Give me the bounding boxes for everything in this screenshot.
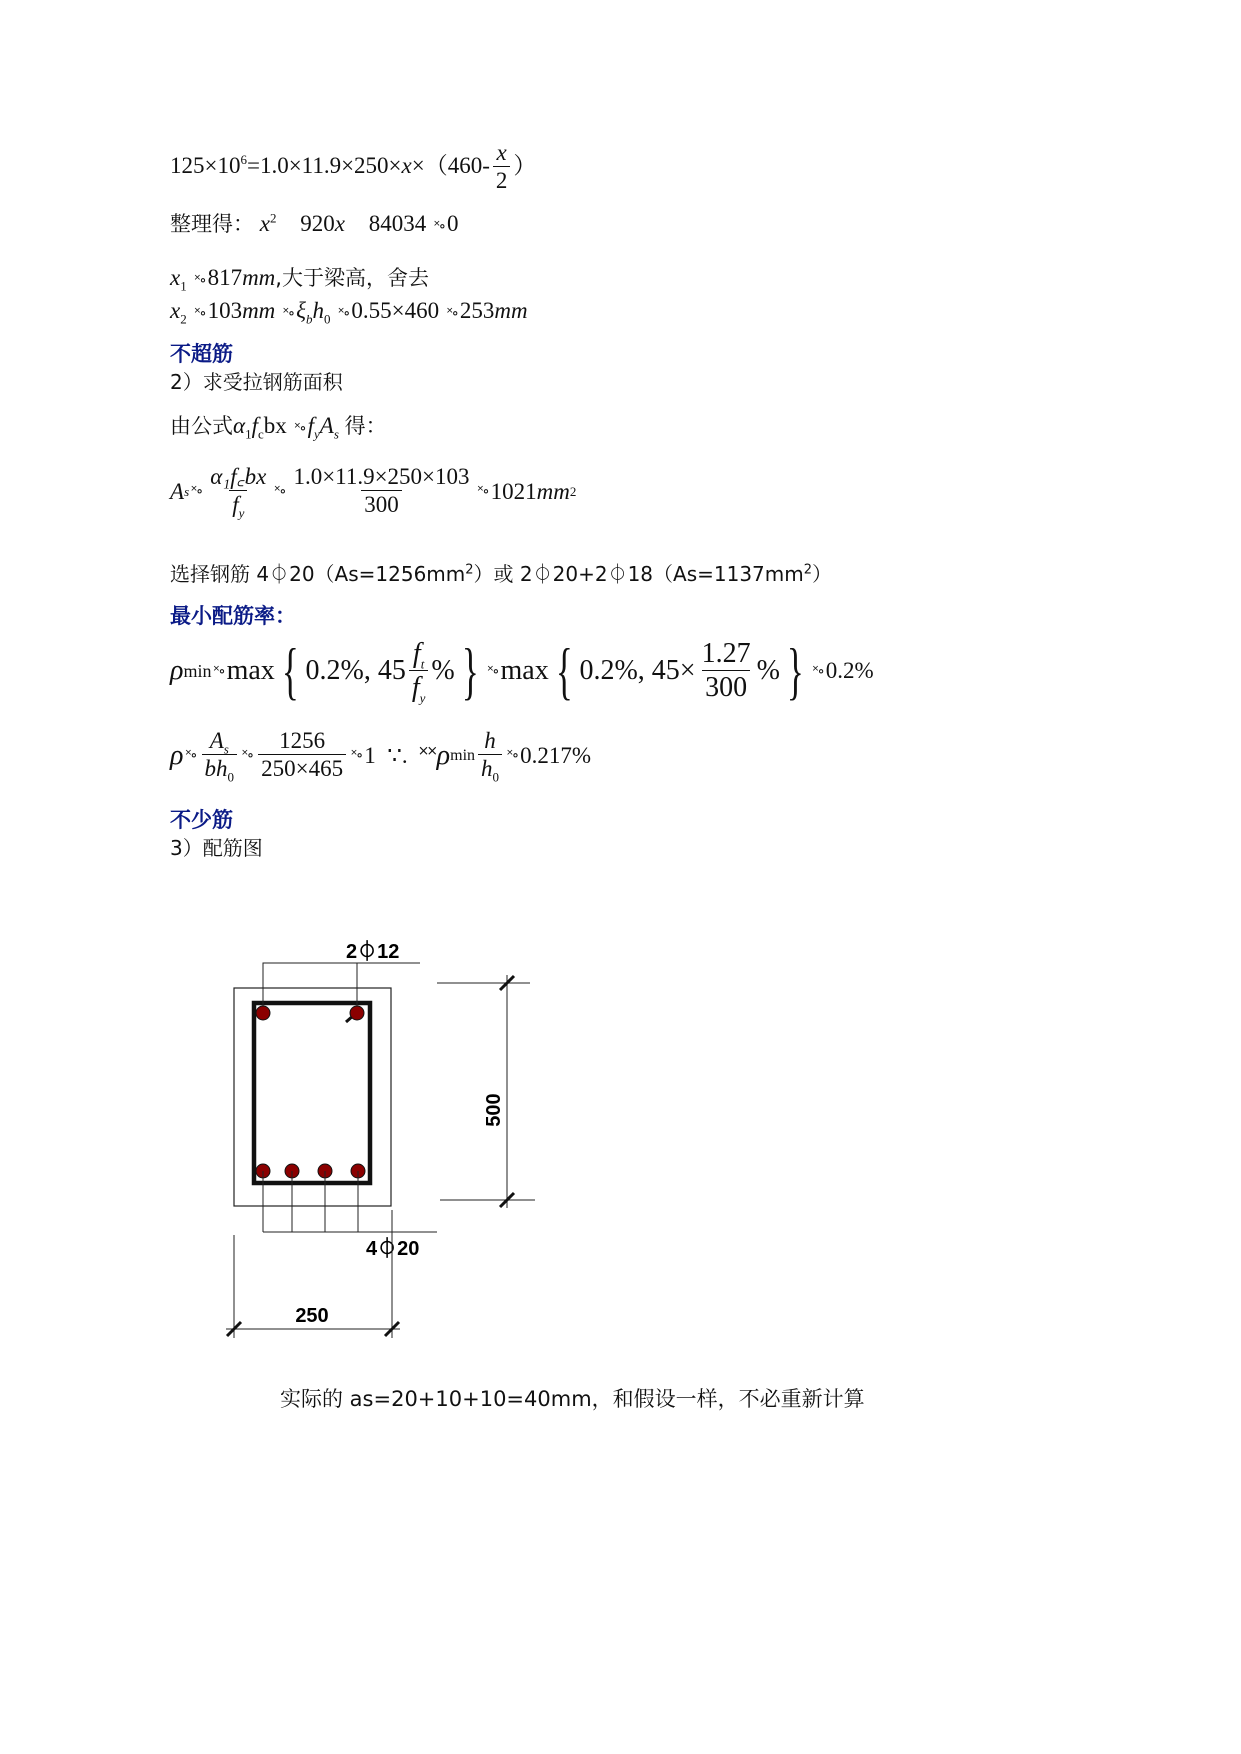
eq6-res: 1021 <box>490 478 537 504</box>
eq6-num2: 1.0×11.9×250×103 <box>293 464 470 489</box>
eq8-rho2: ρ <box>436 739 451 771</box>
eq7-pct: % <box>431 655 455 687</box>
choice-t3: ）或 2 <box>473 562 533 586</box>
conclusion-text: 实际的 as=20+10+10=40mm，和假设一样，不必重新计算 <box>280 1387 865 1411</box>
eq1-x: x <box>401 152 412 178</box>
eq4-xi: ξ <box>296 298 306 323</box>
left-brace-1: { <box>281 635 299 707</box>
heading-not-over-reinforced: 不超筋 <box>170 342 233 366</box>
eq1-frac-num: x <box>496 140 507 165</box>
eq5-fy-sub: y <box>313 426 320 442</box>
eq7-op3: ˟∘ <box>812 663 824 680</box>
eq5-suffix: 得： <box>344 414 387 438</box>
eq8-d3: h <box>481 756 493 782</box>
eq7-res: 0.2% <box>825 658 874 684</box>
eq7-fd-sub: y <box>419 690 426 706</box>
choice-t1: 选择钢筋 4 <box>170 562 270 586</box>
choice-t2: 20（As=1256mm <box>289 562 466 586</box>
eq2-exp: 2 <box>269 210 277 226</box>
eq4-sub: 2 <box>180 311 187 327</box>
eq4-op2: ˟∘ <box>283 306 295 322</box>
eq8-res: 0.217% <box>520 742 592 768</box>
eq8-d1: bh <box>204 756 228 782</box>
width-dimension-label: 250 <box>295 1305 329 1327</box>
eq7-op2: ˟∘ <box>487 663 499 680</box>
eq8-op3: ˟∘ <box>351 748 363 765</box>
eq4-h: h <box>312 298 324 323</box>
eq4-calc: 0.55×460 <box>351 298 440 323</box>
step-3-title: 3）配筋图 <box>170 836 263 860</box>
eq3-note: ,大于梁高，舍去 <box>275 266 429 290</box>
right-brace-2: } <box>786 635 804 707</box>
eq4-val: 103 <box>207 298 243 323</box>
eq6-num1: α₁f꜀bx <box>210 464 267 489</box>
choice-exp2: 2 <box>803 562 813 578</box>
eq8-n1: A <box>209 728 224 753</box>
top-bar-label: 2⏀12 <box>346 941 400 963</box>
eq7-d2: 300 <box>702 670 750 705</box>
eq5-fy: f <box>307 413 314 438</box>
eq5-As: A <box>319 413 334 438</box>
rebar-grade-symbol-2: ⏀ <box>532 562 553 586</box>
eq7-p2: 0.2%, 45× <box>579 655 696 687</box>
eq3-unit: mm <box>242 265 276 290</box>
eq2-term2: 84034 <box>368 211 427 236</box>
equation-rho-check: ρ ˟∘ $\frac{A_s}{bh_0}$ ˟∘ $\frac{1256}{250\times 465}$ ˟∘ 1 ∵. ˟˟ ρ min $\frac{h}{h_0}$ ˟∘ 0.217% <box>170 728 592 786</box>
rebar-grade-symbol-3: ⏀ <box>607 562 628 586</box>
eq6-op3: ˟∘ <box>477 484 489 501</box>
eq8-d3-sub: 0 <box>492 770 500 786</box>
equation-steel-area: A s ˟∘ $\frac{\text{α₁f꜀bx}}{f_y}$ ˟∘ $\frac{1.0\times 11.9\times 250\times 103}{300}$ ˟∘ 1021 mm 2 <box>170 464 577 522</box>
eq4-unit: mm <box>242 298 276 323</box>
eq7-rho: ρ <box>170 655 184 687</box>
eq2-label: 整理得： <box>170 212 254 236</box>
eq2-x2: x <box>334 211 345 236</box>
step-2-title: 2）求受拉钢筋面积 <box>170 370 343 394</box>
choice-t4: 20+2 <box>552 562 608 586</box>
eq6-den2: 300 <box>361 490 402 519</box>
eq4-op1: ˟∘ <box>194 306 206 322</box>
choice-t6: ） <box>812 562 833 586</box>
eq7-n2: 1.27 <box>701 638 751 669</box>
eq8-d1-sub: 0 <box>227 770 235 786</box>
left-brace-2: { <box>555 635 573 707</box>
eq6-As: A <box>170 478 185 504</box>
eq1-frac-den: 2 <box>493 166 511 195</box>
eq2-x: x <box>259 211 270 236</box>
eq1-mid: =1.0×11.9×250× <box>246 152 402 178</box>
eq4-op4: ˟∘ <box>446 306 458 322</box>
eq7-max2: max <box>500 655 549 687</box>
eq3-x: x <box>170 265 181 290</box>
eq8-op2: ˟∘ <box>242 748 254 765</box>
heading-not-under-reinforced: 不少筋 <box>170 808 233 832</box>
eq5-As-sub: s <box>333 426 339 442</box>
bottom-bar-label: 4⏀20 <box>366 1238 420 1260</box>
eq5-prefix: 由公式 <box>170 414 233 438</box>
eq2-term1: 920 <box>300 211 335 236</box>
eq1-lhs: 125×10 <box>170 152 241 178</box>
eq5-alpha: α <box>233 413 246 438</box>
eq5-op: ˟∘ <box>294 421 306 437</box>
eq6-unit: mm <box>536 478 570 504</box>
stirrup <box>254 1003 370 1183</box>
rebar-grade-symbol-1: ⏀ <box>269 562 290 586</box>
eq7-fn: f <box>412 638 421 669</box>
eq4-op3: ˟∘ <box>338 306 350 322</box>
eq4-h-sub: 0 <box>324 311 331 327</box>
eq1-close: ） <box>513 152 537 178</box>
eq7-fn-sub: t <box>420 656 425 672</box>
eq5-alpha-sub: 1 <box>245 426 252 442</box>
equation-rho-min: ρ min ˟∘ max { 0.2%, 45 $\frac{f_t}{f_y}$ % } ˟∘ max { 0.2%, 45× $\frac{1.27}{300}$ % } ˟∘ 0.2% <box>170 635 874 707</box>
right-brace-1: } <box>461 635 479 707</box>
eq1-exp: 6 <box>240 152 247 168</box>
eq7-pct2: % <box>756 655 780 687</box>
eq5-f: f <box>251 413 258 438</box>
eq3-sub: 1 <box>180 278 187 294</box>
eq4-res: 253 <box>459 298 495 323</box>
eq5-bx: bx <box>263 413 287 438</box>
eq4-unit2: mm <box>494 298 528 323</box>
eq8-op4: ˟∘ <box>507 748 519 765</box>
eq7-op1: ˟∘ <box>213 663 225 680</box>
eq6-den1-sub: y <box>238 506 245 522</box>
eq7-p1: 0.2%, 45 <box>305 655 406 687</box>
eq2-term3: 0 <box>447 211 459 236</box>
eq6-op1: ˟∘ <box>191 484 203 501</box>
eq7-max: max <box>226 655 275 687</box>
eq7-fd: f <box>411 672 420 704</box>
eq8-n1-sub: s <box>223 741 229 757</box>
rebar-top-left <box>256 1006 270 1020</box>
heading-min-reinforcement-ratio: 最小配筋率： <box>170 604 296 628</box>
eq6-den1: f <box>232 492 239 518</box>
eq8-n2: 1256 <box>279 728 326 753</box>
eq2-op: ˟∘ <box>433 219 446 235</box>
eq4-xi-sub: b <box>306 311 313 327</box>
eq8-rho: ρ <box>170 739 184 771</box>
choice-t5: 18（As=1137mm <box>627 562 804 586</box>
height-dimension-label: 500 <box>483 1093 505 1127</box>
eq3-op: ˟∘ <box>194 273 206 289</box>
eq5-fc-sub: c <box>257 426 264 442</box>
eq8-n3: h <box>484 728 496 753</box>
eq6-op2: ˟∘ <box>274 484 286 501</box>
eq8-mid: 1 ∵. ˟˟ <box>364 742 437 768</box>
eq3-val: 817 <box>207 265 243 290</box>
eq6-As-sub: s <box>184 483 190 499</box>
eq4-x: x <box>170 298 181 323</box>
eq8-d2: 250×465 <box>258 754 346 783</box>
eq8-op1: ˟∘ <box>185 748 197 765</box>
eq1-tail: ×（460- <box>411 152 490 178</box>
choice-exp1: 2 <box>465 562 474 578</box>
rebar-top-right <box>350 1006 364 1020</box>
